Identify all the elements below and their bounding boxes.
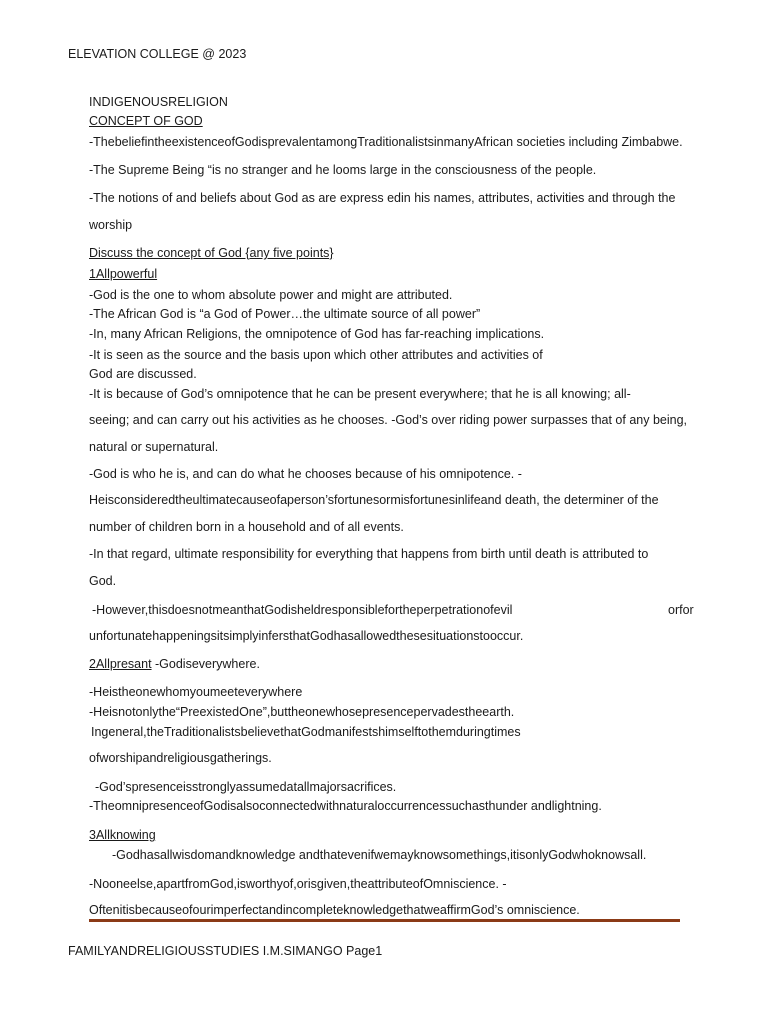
section-title-tail: -Godiseverywhere. bbox=[151, 657, 260, 671]
section-title-allpowerful: 1Allpowerful bbox=[89, 267, 158, 281]
paragraph: -Heistheonewhomyoumeeteverywhere bbox=[89, 685, 303, 699]
paragraph: -Nooneelse,apartfromGod,isworthyof,orisgiven,theattributeofOmniscience. - bbox=[89, 877, 507, 891]
section-title-allknowing: 3Allknowing bbox=[89, 828, 156, 842]
paragraph: -However,thisdoesnotmeanthatGodisheldresponsiblefortheperpetrationofevil bbox=[92, 603, 513, 617]
paragraph: -ThebeliefintheexistenceofGodisprevalentamongTraditionalistsinmanyAfrican societies including Zimbabwe. bbox=[89, 135, 683, 149]
paragraph: God are discussed. bbox=[89, 367, 197, 381]
paragraph: -TheomnipresenceofGodisalsoconnectedwithnaturaloccurrencessuchasthunder andlightning. bbox=[89, 799, 602, 813]
paragraph: ofworshipandreligiousgatherings. bbox=[89, 751, 272, 765]
paragraph: orfor bbox=[668, 603, 694, 617]
paragraph: -It is seen as the source and the basis upon which other attributes and activities of bbox=[89, 348, 543, 362]
paragraph: Ingeneral,theTraditionalistsbelievethatGodmanifestshimselftothemduringtimes bbox=[91, 725, 521, 739]
paragraph: -Heisnotonlythe“PreexistedOne”,buttheonewhosepresencepervadestheearth. bbox=[89, 705, 515, 719]
footer-divider bbox=[89, 919, 680, 922]
section-title-allpresent: 2Allpresant bbox=[89, 657, 152, 671]
doc-heading: INDIGENOUSRELIGION bbox=[89, 95, 228, 109]
header-title: ELEVATION COLLEGE @ 2023 bbox=[68, 47, 247, 61]
paragraph: -God is the one to whom absolute power and might are attributed. bbox=[89, 288, 453, 302]
paragraph: seeing; and can carry out his activities as he chooses. -God’s over riding power surpasses that of any being, bbox=[89, 413, 688, 427]
paragraph: Heisconsideredtheultimatecauseofaperson’sfortunesormisfortunesinlifeand death, the determiner of the bbox=[89, 493, 659, 507]
footer-text: FAMILYANDRELIGIOUSSTUDIES I.M.SIMANGO Page1 bbox=[68, 944, 383, 958]
section-allpresent-line bbox=[89, 656, 260, 672]
paragraph: worship bbox=[89, 218, 133, 232]
paragraph: -The Supreme Being “is no stranger and he looms large in the consciousness of the people. bbox=[89, 163, 597, 177]
paragraph: natural or supernatural. bbox=[89, 440, 219, 454]
paragraph: -In, many African Religions, the omnipotence of God has far-reaching implications. bbox=[89, 327, 545, 341]
paragraph: God. bbox=[89, 574, 117, 588]
paragraph: -God is who he is, and can do what he chooses because of his omnipotence. - bbox=[89, 467, 522, 481]
paragraph: -The African God is “a God of Power…the ultimate source of all power” bbox=[89, 307, 481, 321]
paragraph: -It is because of God’s omnipotence that he can be present everywhere; that he is all knowing; all- bbox=[89, 387, 631, 401]
paragraph: number of children born in a household and of all events. bbox=[89, 520, 404, 534]
paragraph: -God’spresenceisstronglyassumedatallmajorsacrifices. bbox=[95, 780, 397, 794]
paragraph: -The notions of and beliefs about God as are express edin his names, attributes, activities and through the bbox=[89, 191, 676, 205]
paragraph: unfortunatehappeningsitsimplyinfersthatGodhasallowedthesesituationstooccur. bbox=[89, 629, 524, 643]
paragraph: -Godhasallwisdomandknowledge andthatevenifwemayknowsomethings,itisonlyGodwhoknowsall. bbox=[112, 848, 647, 862]
paragraph: -In that regard, ultimate responsibility for everything that happens from birth until death is attributed to bbox=[89, 547, 649, 561]
question-heading: Discuss the concept of God {any five points} bbox=[89, 246, 334, 260]
paragraph: OftenitisbecauseofourimperfectandincompleteknowledgethatweaffirmGod’s omniscience. bbox=[89, 903, 580, 917]
doc-subheading: CONCEPT OF GOD bbox=[89, 114, 203, 128]
